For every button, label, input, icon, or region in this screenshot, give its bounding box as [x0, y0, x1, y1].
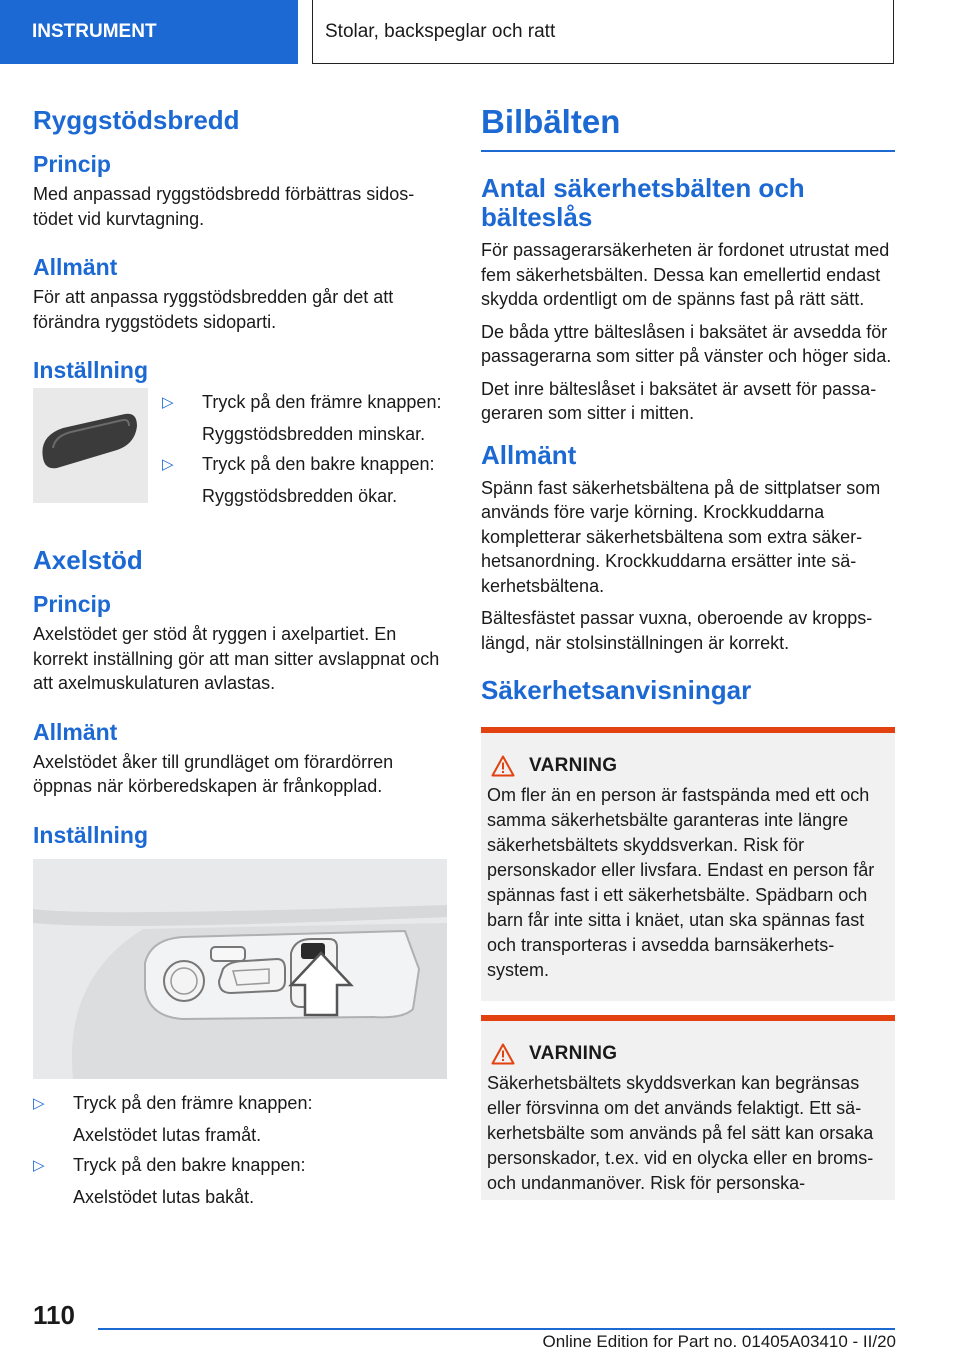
list-item: [162, 452, 441, 508]
paragraph: För att anpassa ryggstödsbredden går det att förändra ryggstödets sidoparti.: [33, 287, 394, 332]
step-action: Tryck på den främre knappen:: [202, 392, 442, 412]
triangle-bullet-icon: ▷: [162, 394, 174, 411]
heading-allmant: Allmänt: [481, 439, 577, 470]
step-result: Axelstödet lutas framåt.: [73, 1124, 262, 1145]
heading-antal: Antal säkerhetsbälten och bälteslås: [481, 173, 805, 232]
paragraph: Axelstödet ger stöd åt ryggen i axelpartiet. En korrekt inställning gör att man sitter avslappnat och att axelmuskulaturen avlastas.: [33, 624, 440, 693]
heading-axelstod: Axelstöd: [33, 545, 143, 575]
paragraph: Det inre bälteslåset i baksätet är avsett för passageraren som sitter i mitten.: [481, 378, 877, 423]
warning-box: [481, 1015, 895, 1200]
step-action: Tryck på den främre knappen:: [73, 1092, 313, 1113]
step-action: Tryck på den bakre knappen:: [202, 454, 435, 474]
heading-installning: Inställning: [33, 821, 148, 848]
section-tab: [0, 0, 298, 64]
warning-label: VARNING: [529, 1043, 618, 1064]
paragraph: Spänn fast säkerhetsbältena på de sittplatser som används före varje körning. Krockkuddarna kompletterar säkerhetsbältena som extra säkerhetsanordning. Krockkuddarna ersätter inte säkerhetsbältena.: [481, 477, 881, 596]
backrest-width-button-image: [33, 388, 148, 503]
warning-label: VARNING: [529, 755, 618, 776]
warning-box: [481, 727, 895, 1001]
footer-rule: [98, 1328, 895, 1330]
heading-allmant: Allmänt: [33, 254, 118, 280]
steps-list: [33, 1091, 447, 1209]
seat-controls-illustration: [33, 859, 447, 1079]
step-result: Axelstödet lutas bakåt.: [73, 1186, 255, 1207]
chapter-header: [312, 0, 894, 64]
paragraph: De båda yttre bälteslåsen i baksätet är avsedda för passagerarna som sitter på vänster och höger sida.: [481, 321, 892, 366]
list-item: [33, 1153, 447, 1209]
heading-installning: Inställning: [33, 357, 148, 383]
seat-controls-image: [33, 859, 447, 1079]
section-label: INSTRUMENT: [32, 21, 157, 42]
list-item: [33, 1091, 447, 1147]
warning-text: Säkerhetsbältets skyddsverkan kan begränsas eller försvinna om det används felaktigt. Ett säkerhetsbälte som används på fel sätt kan orsaka personskador, t.ex. vid en olycka eller en broms- och undanmanöver. Risk för personska-: [487, 1073, 874, 1193]
ryggstod-row: [33, 388, 447, 514]
chapter-label: Stolar, backspeglar och ratt: [325, 20, 556, 42]
triangle-bullet-icon: ▷: [162, 456, 174, 473]
paragraph: Bältesfästet passar vuxna, oberoende av kroppslängd, när stolsinställningen är korrekt.: [481, 608, 873, 653]
warning-text: Om fler än en person är fastspända med ett och samma säkerhetsbälte garanteras inte längre säkerhetsbältets skyddsverkan. Risk för personskador eller livsfara. Endast en person får spännas fast i ett säkerhetsbälte. Spädbarn och barn får inte sitta i knäet, utan ska spännas fast och transporteras i avsedda barnsäkerhetssystem.: [487, 785, 875, 980]
heading-ryggstodsbredd: Ryggstödsbredd: [33, 105, 240, 135]
heading-princip: Princip: [33, 151, 111, 177]
page-number: 110: [33, 1300, 75, 1330]
heading-bilbalten: Bilbälten: [481, 102, 895, 152]
button-illustration: [33, 388, 148, 503]
warning-triangle-icon: [491, 1043, 515, 1065]
triangle-bullet-icon: ▷: [33, 1094, 45, 1112]
triangle-bullet-icon: ▷: [33, 1156, 45, 1174]
paragraph: Med anpassad ryggstödsbredd förbättras sidostödet vid kurvtagning.: [33, 184, 415, 229]
step-result: Ryggstödsbredden ökar.: [202, 486, 398, 506]
steps-list: [162, 390, 441, 514]
list-item: [162, 390, 441, 446]
heading-princip: Princip: [33, 591, 111, 617]
step-result: Ryggstödsbredden minskar.: [202, 424, 426, 444]
paragraph: Axelstödet åker till grundläget om förardörren öppnas när körberedskapen är frånkopplad.: [33, 751, 394, 796]
right-column: [481, 96, 895, 1200]
paragraph: För passagerarsäkerheten är fordonet utrustat med fem säkerhetsbälten. Dessa kan emellertid endast skydda ordentligt om de spänns fast på rätt sätt.: [481, 240, 890, 309]
edition-text: Online Edition for Part no. 01405A03410 - II/20: [542, 1332, 896, 1351]
warning-header: [487, 1043, 887, 1065]
warning-header: [487, 755, 887, 777]
heading-allmant: Allmänt: [33, 718, 118, 745]
step-action: Tryck på den bakre knappen:: [73, 1154, 306, 1175]
warning-triangle-icon: [491, 755, 515, 777]
heading-sakerhetsanvisningar: Säkerhetsanvisningar: [481, 675, 752, 705]
left-column: [33, 96, 447, 1215]
